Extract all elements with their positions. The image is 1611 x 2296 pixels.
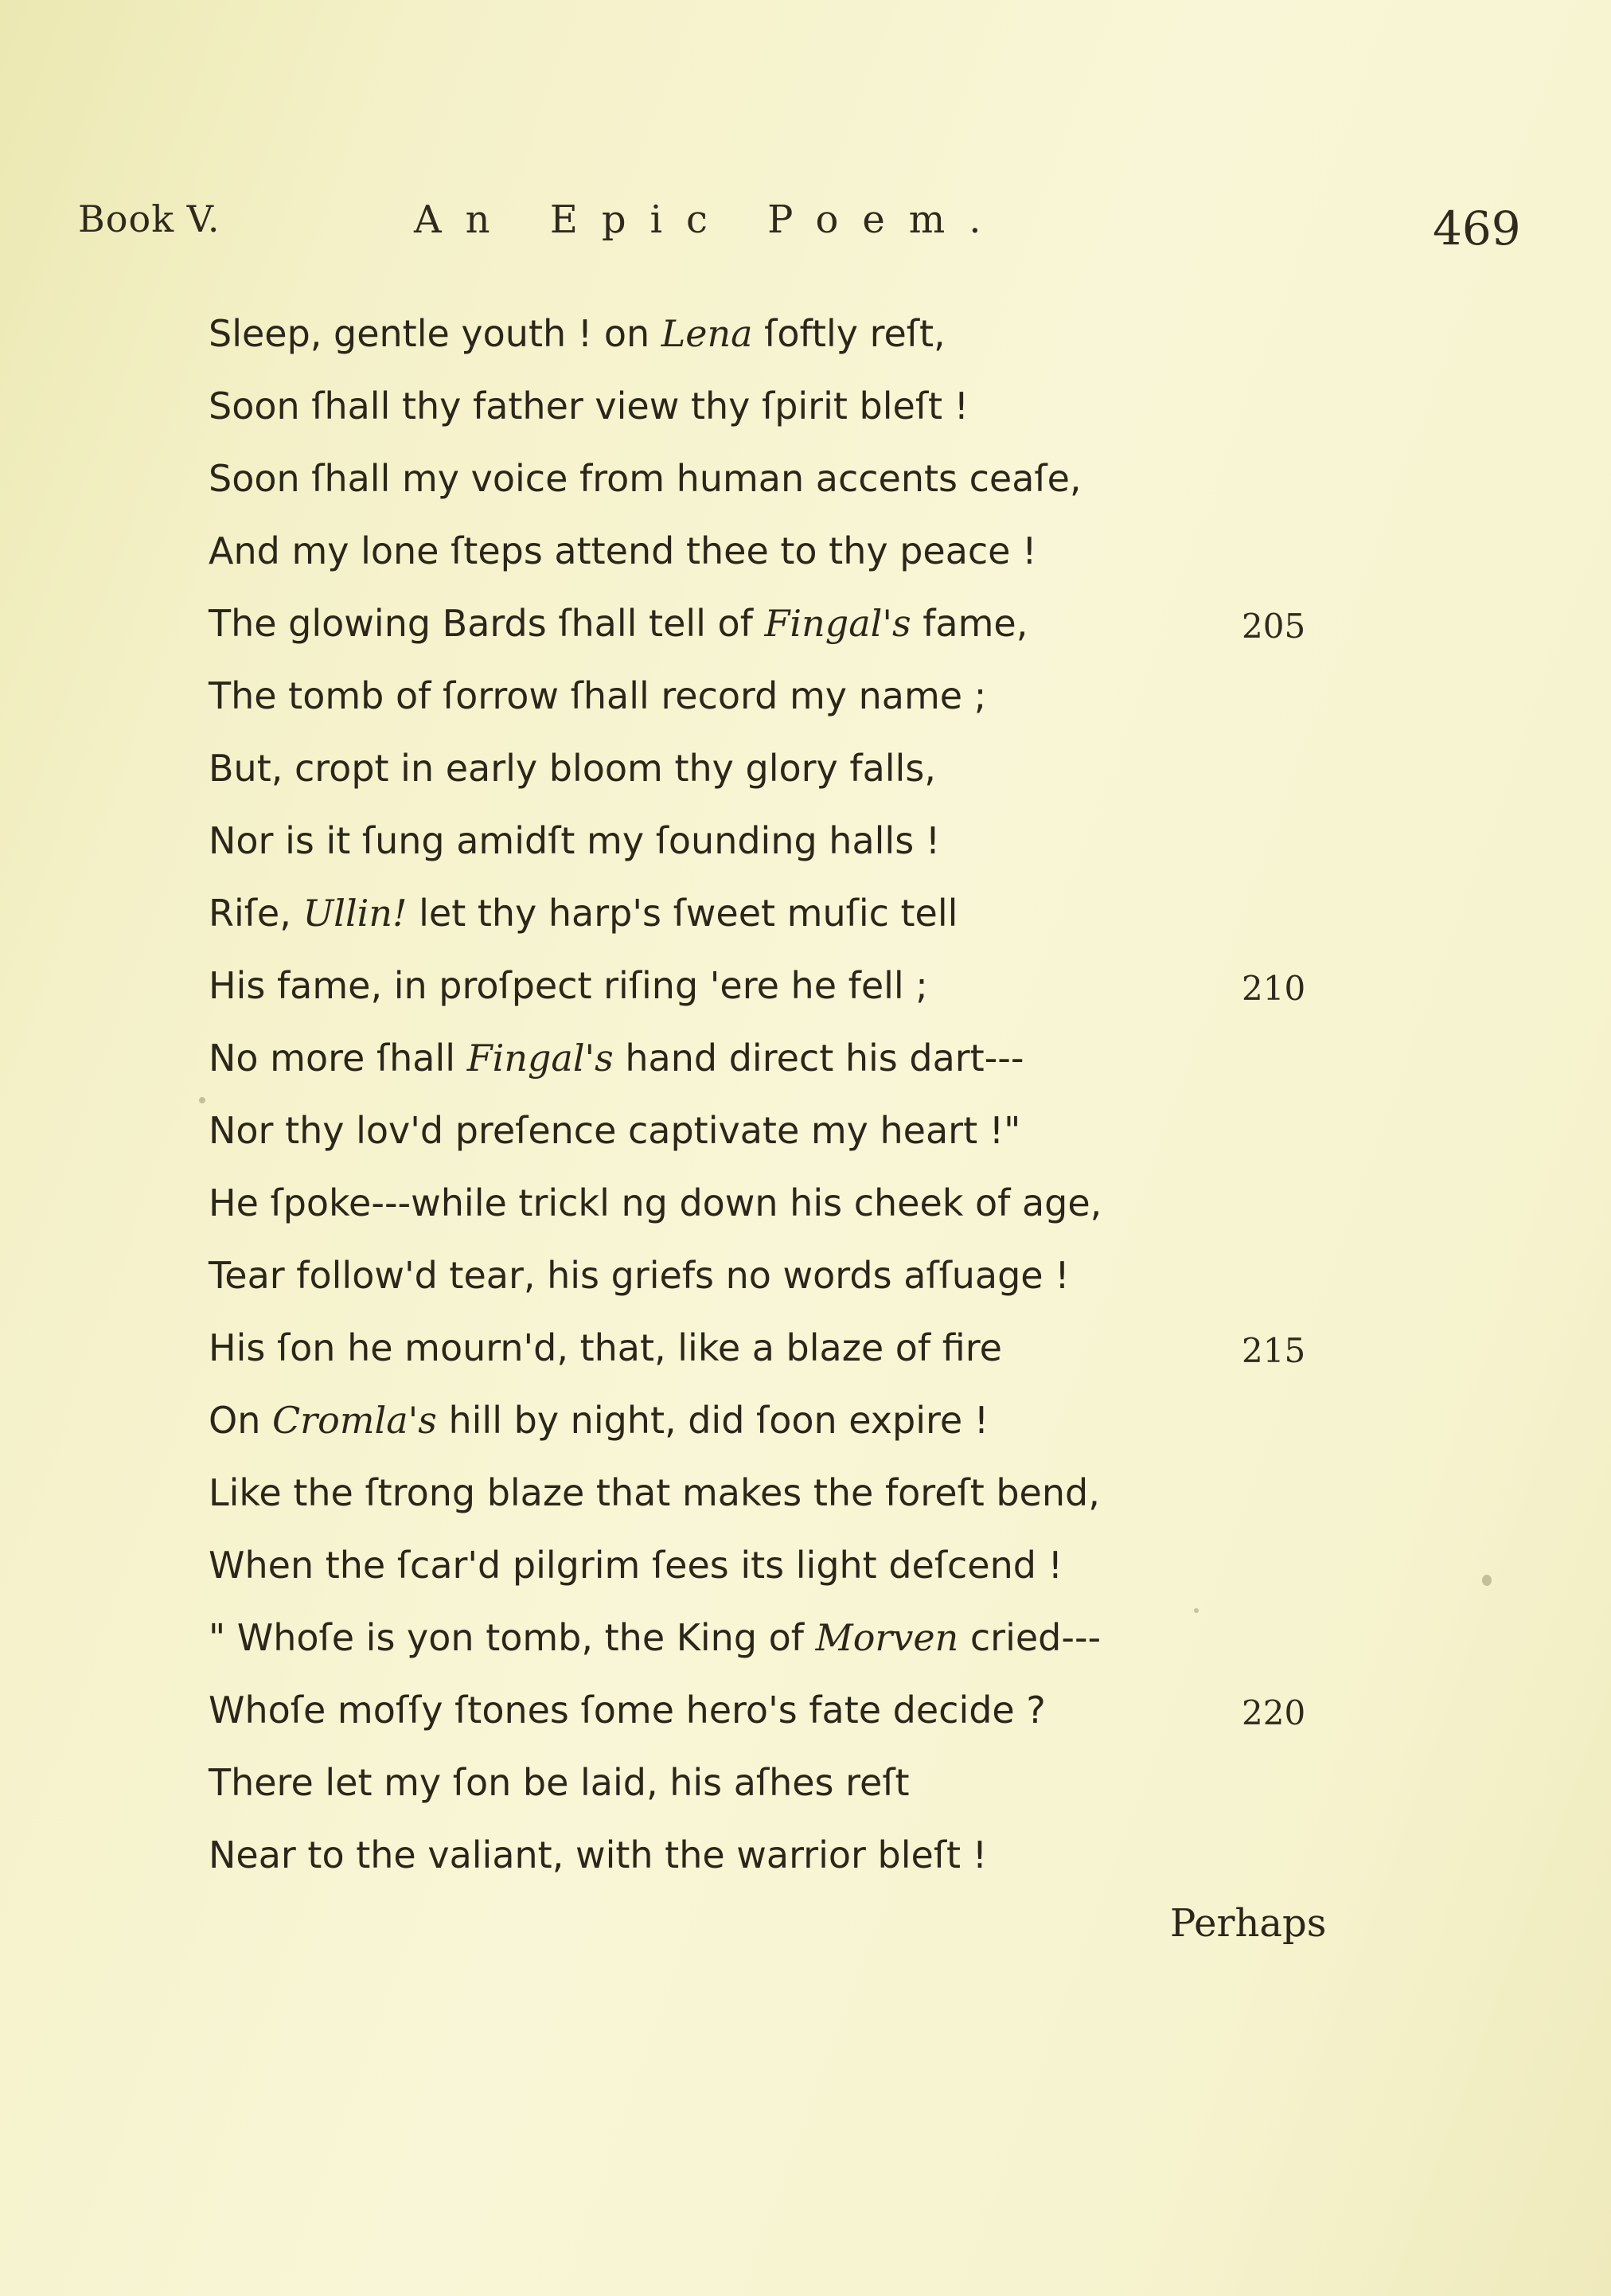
line-text: There let my ſon be laid, his aſhes reſt xyxy=(209,1761,910,1804)
poem-line xyxy=(209,602,1028,645)
line-text: Whoſe moſſy ſtones ſome hero's fate decide ? xyxy=(209,1689,1046,1732)
paper-speck xyxy=(1194,1608,1199,1613)
poem-line xyxy=(209,1181,1102,1224)
poem-line xyxy=(209,1037,1024,1080)
poem-line xyxy=(209,674,987,717)
poem-line xyxy=(209,312,946,355)
running-title: An Epic Poem. xyxy=(414,197,1005,242)
line-text: On xyxy=(209,1399,272,1442)
poem-line xyxy=(209,1326,1002,1369)
line-text: No more ſhall xyxy=(209,1037,467,1080)
line-text: fame, xyxy=(911,602,1028,645)
line-text: Near to the valiant, with the warrior bleſt ! xyxy=(209,1833,988,1876)
line-number: 220 xyxy=(1242,1693,1306,1732)
page-number: 469 xyxy=(1433,201,1521,256)
line-text: ſoftly reſt, xyxy=(752,312,946,355)
line-text: hand direct his dart--- xyxy=(613,1037,1024,1080)
poem-line xyxy=(209,1254,1070,1297)
line-text: hill by night, did ſoon expire ! xyxy=(436,1399,989,1442)
poem-line xyxy=(209,1761,910,1804)
line-text: The glowing Bards ſhall tell of xyxy=(209,602,765,645)
poem-line xyxy=(209,457,1082,500)
line-text: Tear follow'd tear, his griefs no words aſſuage ! xyxy=(209,1254,1070,1297)
poem-line xyxy=(209,529,1037,572)
book-label: Book V. xyxy=(78,197,220,240)
line-text: cried--- xyxy=(958,1616,1102,1659)
poem-line xyxy=(209,1689,1046,1732)
poem-line xyxy=(209,1471,1100,1514)
proper-name: Morven xyxy=(815,1616,959,1659)
line-text: Soon ſhall thy father view thy ſpirit bleſt ! xyxy=(209,385,969,428)
line-text: Riſe, xyxy=(209,892,303,935)
poem-line xyxy=(209,964,928,1007)
line-text: His fame, in proſpect riſing 'ere he fell ; xyxy=(209,964,928,1007)
line-number: 205 xyxy=(1242,607,1306,646)
line-number: 210 xyxy=(1242,969,1306,1008)
paper-speck xyxy=(1482,1575,1492,1586)
line-text: His ſon he mourn'd, that, like a blaze of fire xyxy=(209,1326,1002,1369)
line-text: Like the ſtrong blaze that makes the foreſt bend, xyxy=(209,1471,1100,1514)
poem-line xyxy=(209,1109,1021,1152)
line-text: Sleep, gentle youth ! on xyxy=(209,312,661,355)
line-text: He ſpoke---while trickl ng down his cheek of age, xyxy=(209,1181,1102,1224)
line-text: But, cropt in early bloom thy glory falls, xyxy=(209,747,936,790)
line-number: 215 xyxy=(1242,1331,1306,1370)
poem-line xyxy=(209,819,941,862)
page-header xyxy=(0,0,1611,287)
poem-line xyxy=(209,892,958,935)
proper-name: Ullin! xyxy=(302,892,408,935)
poem-line xyxy=(209,1616,1102,1659)
line-text: Nor is it ſung amidſt my ſounding halls ! xyxy=(209,819,941,862)
proper-name: Lena xyxy=(661,312,753,355)
poem-line xyxy=(209,385,969,428)
line-text: let thy harp's ſweet muſic tell xyxy=(407,892,958,935)
line-text: Nor thy lov'd preſence captivate my heart !" xyxy=(209,1109,1021,1152)
line-text: Soon ſhall my voice from human accents ceaſe, xyxy=(209,457,1082,500)
poem-line xyxy=(209,747,936,790)
line-text: When the ſcar'd pilgrim ſees its light deſcend ! xyxy=(209,1544,1063,1587)
line-text: " Whoſe is yon tomb, the King of xyxy=(209,1616,816,1659)
paper-speck xyxy=(199,1097,205,1103)
catchword: Perhaps xyxy=(1170,1901,1327,1946)
poem-line xyxy=(209,1399,989,1442)
proper-name: Cromla's xyxy=(271,1399,437,1442)
line-text: And my lone ſteps attend thee to thy peace ! xyxy=(209,529,1037,572)
line-text: The tomb of ſorrow ſhall record my name ; xyxy=(209,674,987,717)
poem-line xyxy=(209,1833,988,1876)
proper-name: Fingal's xyxy=(764,602,911,645)
poem-line xyxy=(209,1544,1063,1587)
proper-name: Fingal's xyxy=(466,1037,614,1080)
